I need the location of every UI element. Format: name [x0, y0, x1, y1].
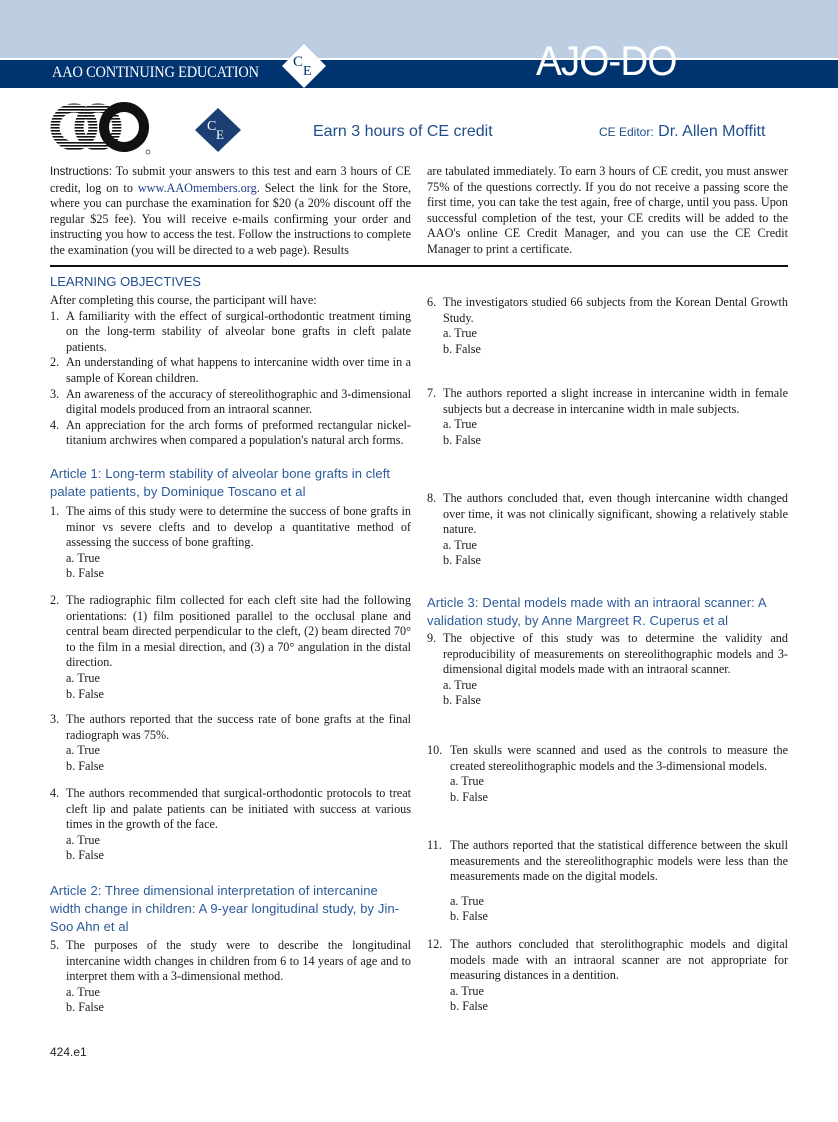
question-text: The objective of this study was to determine the validity and reproducibility of measurements on stereolithographic models and 3-dimensional digital models made with an intraoral scanner. [443, 631, 788, 677]
question-11: 11. The authors reported that the statistical difference between the skull measurements and the stereolithographic models were less than the measurements made on the digital models. a. True b. False [427, 838, 788, 924]
question-text: The authors recommended that surgical-orthodontic protocols to treat cleft lip and palate patients can be initiated with success at various times in the growth of the face. [66, 786, 411, 832]
objective-item: 1. A familiarity with the effect of surgical-orthodontic treatment timing on the long-term stability of alveolar bone grafts in cleft palate patients. [50, 308, 411, 354]
option-true[interactable]: a. True [66, 743, 100, 758]
editor-name: Dr. Allen Moffitt [658, 123, 766, 140]
article-2-heading-block [50, 882, 411, 936]
earn-credit-label: Earn 3 hours of CE credit [313, 123, 493, 140]
option-false[interactable]: b. False [443, 341, 481, 356]
option-true[interactable]: a. True [443, 417, 477, 432]
option-true[interactable]: a. True [66, 550, 100, 565]
question-3: 3. The authors reported that the success rate of bone grafts at the final radiograph was 75%. a. True b. False [50, 712, 411, 773]
option-false[interactable]: b. False [450, 789, 488, 804]
svg-text:E: E [216, 127, 224, 142]
journal-name: AJO-DO [536, 37, 677, 84]
option-true[interactable]: a. True [450, 774, 484, 789]
ce-editor [599, 122, 765, 142]
option-false[interactable]: b. False [443, 693, 481, 708]
objective-item: 3. An awareness of the accuracy of stereolithographic and 3-dimensional digital models produced from an intraoral scanner. [50, 386, 411, 417]
option-false[interactable]: b. False [66, 848, 104, 863]
option-false[interactable]: b. False [66, 566, 104, 581]
option-true[interactable]: a. True [450, 983, 484, 998]
learning-objectives [50, 273, 411, 449]
question-1: 1. The aims of this study were to determine the success of bone grafts in minor vs severe clefts and to develop a quantitative method of assessing the success of bone grafting. a. True b. False [50, 504, 411, 581]
question-6: 6. The investigators studied 66 subjects from the Korean Dental Growth Study. a. True b. False [427, 295, 788, 356]
series-title: AAO CONTINUING EDUCATION [52, 64, 259, 81]
option-false[interactable]: b. False [450, 999, 488, 1014]
aao-members-link[interactable]: www.AAOmembers.org [137, 180, 257, 195]
option-false[interactable]: b. False [66, 1000, 104, 1015]
svg-text:E: E [303, 64, 312, 79]
question-9: 9. The objective of this study was to determine the validity and reproducibility of measurements on stereolithographic models and 3-dimensional digital models made with an intraoral scanner. a. True b. False [427, 631, 788, 708]
question-4: 4. The authors recommended that surgical-orthodontic protocols to treat cleft lip and palate patients can be initiated with success at various times in the growth of the face. a. True b. False [50, 786, 411, 863]
instructions-text-cont: . Select the link for the Store, where you can purchase the examination for $20 (a 20% discount off the regular $25 fee). You will receive e-mails confirming your order and instructing you how to access the test. Follow the instructions to complete the examination (you will be directed to a web page). Results [50, 180, 411, 257]
option-false[interactable]: b. False [450, 909, 488, 924]
question-text: The radiographic film collected for each cleft site had the following orientations: (1) film positioned parallel to the occlusal plane and central beam directed perpendicular to the cleft, (2) beam directed 70° to the film in a mesial direction, and (3) a 70° angulation in the distal direction. [66, 593, 411, 670]
option-true[interactable]: a. True [443, 326, 477, 341]
instructions-label: Instructions: [50, 166, 112, 178]
question-8: 8. The authors concluded that, even though intercanine width changed over time, it was not clinically significant, showing a relatively stable nature. a. True b. False [427, 491, 788, 568]
instructions-right: are tabulated immediately. To earn 3 hours of CE credit, you must answer 75% of the questions correctly. If you do not receive a passing score the first time, you can take the test again, free of charge, until you pass. Upon successful completion of the test, your CE credits will be added to the AAO's online CE Credit Manager, and you can use the CE Credit Manager to print a certificate. [427, 164, 788, 256]
option-false[interactable]: b. False [443, 432, 481, 447]
question-5: 5. The purposes of the study were to describe the longitudinal intercanine width changes in children from 6 to 14 years of age and to interpret them with a 3-dimensional method. a. True b. False [50, 938, 411, 1015]
option-false[interactable]: b. False [66, 686, 104, 701]
ce-diamond-icon [282, 44, 326, 88]
option-false[interactable]: b. False [66, 758, 104, 773]
option-true[interactable]: a. True [66, 984, 100, 999]
svg-text:C: C [207, 119, 217, 134]
question-text: The purposes of the study were to describe the longitudinal intercanine width changes in children from 6 to 14 years of age and to interpret them with a 3-dimensional method. [66, 938, 411, 984]
question-text: The authors concluded that sterolithographic models and digital models made with an intraoral scanner are not appropriate for measuring distances in a dentition. [450, 937, 788, 983]
question-text: The authors reported a slight increase in intercanine width in female subjects but a decrease in intercanine width in male subjects. [443, 386, 788, 416]
article-3-heading: Article 3: Dental models made with an intraoral scanner: A validation study, by Anne Margreet R. Cuperus et al [427, 595, 766, 628]
article-3-heading-block [427, 594, 788, 630]
editor-label: CE Editor: [599, 125, 654, 139]
question-text: The authors reported that the statistical difference between the skull measurements and the stereolithographic models were less than the measurements made on the digital models. [450, 838, 788, 884]
question-2: 2. The radiographic film collected for each cleft site had the following orientations: (1) film positioned parallel to the occlusal plane and central beam directed perpendicular to the cleft, (2) beam directed 70° to the film in a mesial direction, and (3) a 70° angulation in the distal direction. a. True b. False [50, 593, 411, 701]
question-text: The authors concluded that, even though intercanine width changed over time, it was not clinically significant, showing a relatively stable nature. [443, 491, 788, 537]
page-number: 424.e1 [50, 1045, 87, 1059]
objectives-heading: LEARNING OBJECTIVES [50, 274, 201, 289]
question-7: 7. The authors reported a slight increase in intercanine width in female subjects but a decrease in intercanine width in male subjects. a. True b. False [427, 386, 788, 447]
option-true[interactable]: a. True [450, 893, 484, 908]
article-1-heading-block [50, 465, 411, 501]
article-1-heading: Article 1: Long-term stability of alveolar bone grafts in cleft palate patients, by Dominique Toscano et al [50, 466, 391, 499]
question-text: The authors reported that the success rate of bone grafts at the final radiograph was 75%. [66, 712, 411, 742]
objectives-intro: After completing this course, the participant will have: [50, 293, 317, 307]
instructions-text: To submit your answers to this test and earn 3 hours of CE credit, log on to [50, 164, 411, 195]
question-12: 12. The authors concluded that sterolithographic models and digital models made with an intraoral scanner are not appropriate for measuring distances in a dentition. a. True b. False [427, 937, 788, 1014]
ce-diamond-logo [193, 108, 243, 152]
objective-item: 2. An understanding of what happens to intercanine width over time in a sample of Korean children. [50, 355, 411, 385]
article-2-heading: Article 2: Three dimensional interpretation of intercanine width change in children: A 9-year longitudinal study, by Jin-Soo Ahn et al [50, 883, 400, 934]
instructions-left [50, 164, 411, 259]
option-true[interactable]: a. True [66, 832, 100, 847]
question-text: Ten skulls were scanned and used as the controls to measure the created stereolithographic models and the 3-dimensional models. [450, 743, 788, 773]
option-true[interactable]: a. True [66, 670, 100, 685]
option-false[interactable]: b. False [443, 553, 481, 568]
section-divider [50, 265, 788, 267]
question-text: The investigators studied 66 subjects from the Korean Dental Growth Study. [443, 295, 788, 325]
header-light-band [0, 0, 838, 58]
objective-item: 4. An appreciation for the arch forms of preformed rectangular nickel-titanium archwires when compared a population's natural arch forms. [50, 417, 411, 448]
question-text: The aims of this study were to determine the success of bone grafts in minor vs severe clefts and to develop a quantitative method of assessing the success of bone grafting. [66, 504, 411, 550]
question-10: 10. Ten skulls were scanned and used as the controls to measure the created stereolithographic models and the 3-dimensional models. a. True b. False [427, 743, 788, 804]
option-true[interactable]: a. True [443, 677, 477, 692]
option-true[interactable]: a. True [443, 537, 477, 552]
aao-rings-logo [50, 100, 156, 156]
svg-text:C: C [293, 54, 304, 70]
